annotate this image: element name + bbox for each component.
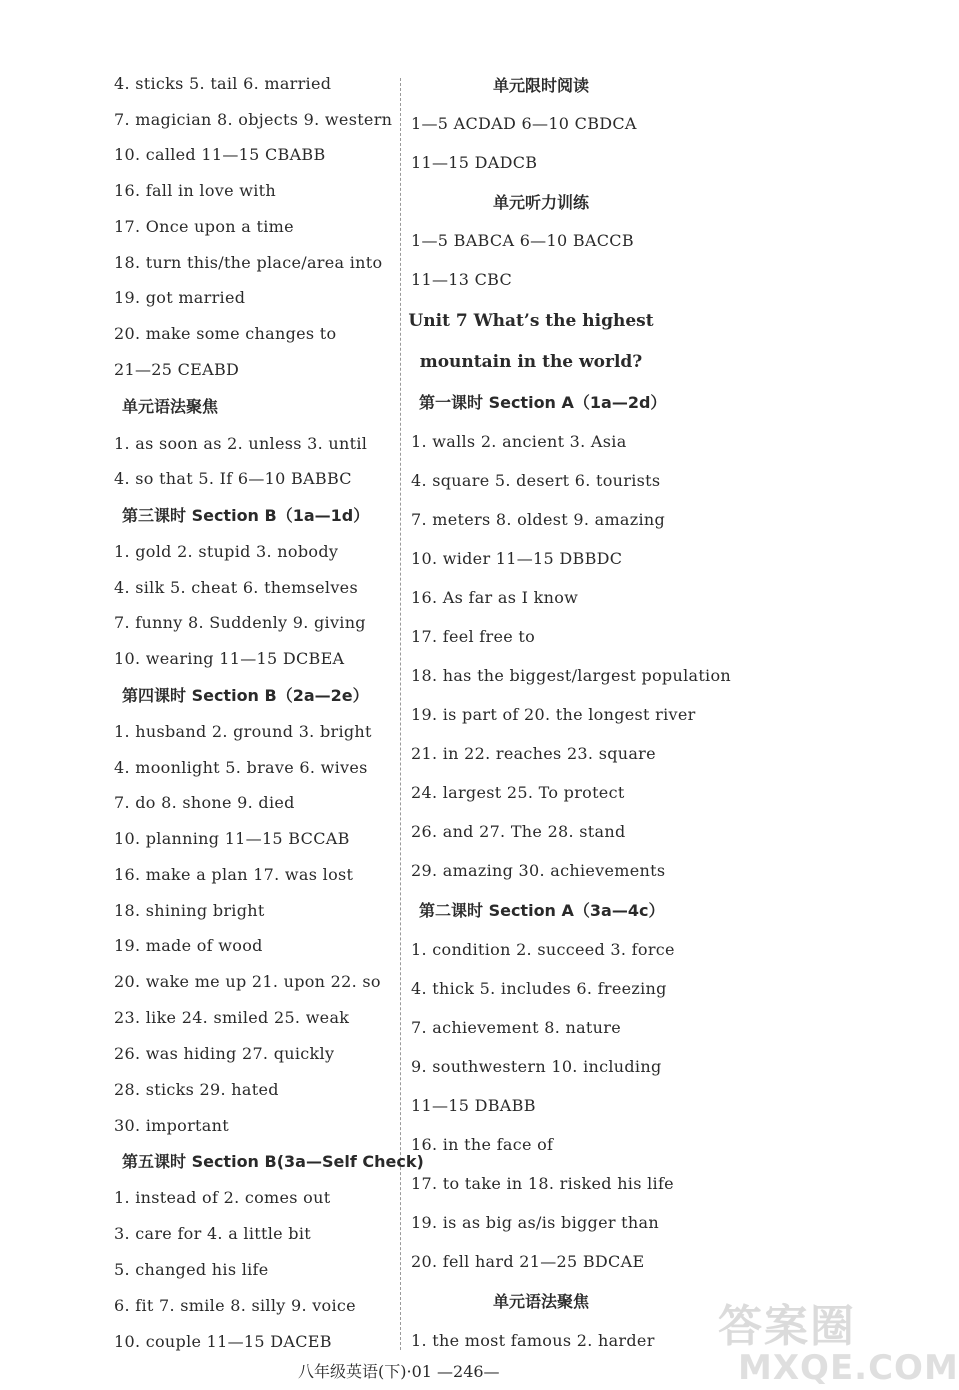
answer-line: 4. square 5. desert 6. tourists xyxy=(411,471,661,490)
answer-line: 10. couple 11—15 DACEB xyxy=(114,1332,332,1351)
answer-line: 10. wider 11—15 DBBDC xyxy=(411,549,623,568)
answer-line: 1. walls 2. ancient 3. Asia xyxy=(411,432,627,451)
answer-line: 20. wake me up 21. upon 22. so xyxy=(114,972,381,991)
answer-line: 20. fell hard 21—25 BDCAE xyxy=(411,1252,645,1271)
section-heading: 第三课时 Section B（1a—1d） xyxy=(122,506,370,525)
unit-title: mountain in the world? xyxy=(419,352,643,372)
answer-line: 18. has the biggest/largest population xyxy=(411,666,732,685)
answer-line: 1. husband 2. ground 3. bright xyxy=(114,722,372,741)
section-heading: 第四课时 Section B（2a—2e） xyxy=(122,686,369,705)
answer-line: 4. sticks 5. tail 6. married xyxy=(114,74,332,93)
section-heading: 第五课时 Section B(3a—Self Check) xyxy=(122,1152,424,1171)
answer-line: 26. was hiding 27. quickly xyxy=(114,1044,335,1063)
answer-line: 21. in 22. reaches 23. square xyxy=(411,744,656,763)
answer-line: 19. is part of 20. the longest river xyxy=(411,705,696,724)
answer-line: 28. sticks 29. hated xyxy=(114,1080,279,1099)
section-heading: 单元限时阅读 xyxy=(492,76,589,95)
answer-line: 1. the most famous 2. harder xyxy=(411,1331,655,1350)
answer-line: 17. to take in 18. risked his life xyxy=(411,1174,674,1193)
answer-line: 9. southwestern 10. including xyxy=(411,1057,662,1076)
answer-line: 17. Once upon a time xyxy=(114,217,294,236)
section-heading: 单元语法聚焦 xyxy=(492,1292,589,1311)
page-footer: 八年级英语(下)·01 —246— xyxy=(298,1362,500,1381)
answer-line: 19. got married xyxy=(114,288,246,307)
answer-line: 4. thick 5. includes 6. freezing xyxy=(411,979,667,998)
answer-line: 11—15 DBABB xyxy=(411,1096,536,1115)
answer-line: 7. achievement 8. nature xyxy=(411,1018,621,1037)
answer-line: 21—25 CEABD xyxy=(114,360,240,379)
section-heading: 单元听力训练 xyxy=(492,193,589,212)
section-heading: 单元语法聚焦 xyxy=(122,397,219,416)
answer-line: 10. planning 11—15 BCCAB xyxy=(114,829,350,848)
answer-line: 1—5 ACDAD 6—10 CBDCA xyxy=(411,114,637,133)
answer-line: 1. as soon as 2. unless 3. until xyxy=(114,434,368,453)
answer-line: 1. gold 2. stupid 3. nobody xyxy=(114,542,339,561)
answer-line: 7. meters 8. oldest 9. amazing xyxy=(411,510,666,529)
answer-line: 1—5 BABCA 6—10 BACCB xyxy=(411,231,634,250)
watermark-sub-text: MXQE.COM xyxy=(738,1348,959,1388)
answer-line: 11—15 DADCB xyxy=(411,153,538,172)
answer-line: 4. silk 5. cheat 6. themselves xyxy=(114,578,358,597)
answer-line: 1. condition 2. succeed 3. force xyxy=(411,940,675,959)
answer-line: 1. instead of 2. comes out xyxy=(114,1188,331,1207)
answer-line: 26. and 27. The 28. stand xyxy=(411,822,626,841)
answer-line: 20. make some changes to xyxy=(114,324,337,343)
section-heading: 第一课时 Section A（1a—2d） xyxy=(419,393,667,412)
answer-line: 7. magician 8. objects 9. western xyxy=(114,110,393,129)
answer-line: 19. is as big as/is bigger than xyxy=(411,1213,659,1232)
answer-line: 6. fit 7. smile 8. silly 9. voice xyxy=(114,1296,356,1315)
answer-line: 16. in the face of xyxy=(411,1135,554,1154)
answer-line: 10. called 11—15 CBABB xyxy=(114,145,326,164)
answer-line: 3. care for 4. a little bit xyxy=(114,1224,311,1243)
answer-line: 5. changed his life xyxy=(114,1260,269,1279)
answer-line: 19. made of wood xyxy=(114,936,263,955)
unit-title: Unit 7 What’s the highest xyxy=(408,311,654,331)
site-watermark-logo xyxy=(718,1290,959,1390)
answer-line: 16. make a plan 17. was lost xyxy=(114,865,354,884)
answer-line: 16. fall in love with xyxy=(114,181,277,200)
answer-line: 4. so that 5. If 6—10 BABBC xyxy=(114,469,352,488)
answer-line: 4. moonlight 5. brave 6. wives xyxy=(114,758,368,777)
watermark-main-text: 答案圈 xyxy=(718,1301,856,1352)
answer-line: 11—13 CBC xyxy=(411,270,513,289)
answer-line: 16. As far as I know xyxy=(411,588,579,607)
answer-line: 7. do 8. shone 9. died xyxy=(114,793,295,812)
answer-line: 29. amazing 30. achievements xyxy=(411,861,666,880)
answer-line: 7. funny 8. Suddenly 9. giving xyxy=(114,613,366,632)
answer-line: 23. like 24. smiled 25. weak xyxy=(114,1008,350,1027)
answer-line: 10. wearing 11—15 DCBEA xyxy=(114,649,345,668)
answer-line: 18. turn this/the place/area into xyxy=(114,253,383,272)
section-heading: 第二课时 Section A（3a—4c） xyxy=(419,901,665,920)
answer-line: 30. important xyxy=(114,1116,229,1135)
answer-line: 18. shining bright xyxy=(114,901,265,920)
answer-line: 24. largest 25. To protect xyxy=(411,783,625,802)
answer-line: 17. feel free to xyxy=(411,627,536,646)
